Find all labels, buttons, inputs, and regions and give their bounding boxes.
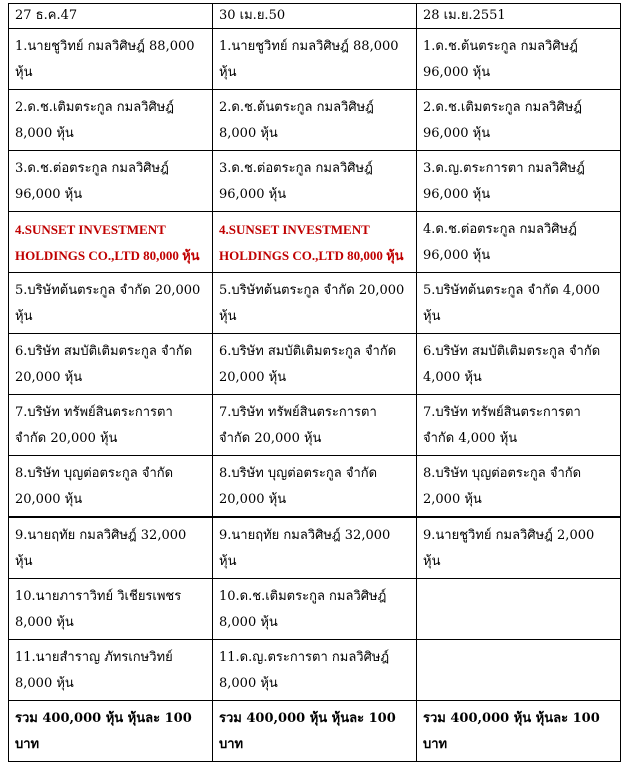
total-cell: รวม 400,000 หุ้น หุ้นละ 100 บาท — [213, 701, 417, 762]
table-row — [9, 29, 621, 90]
cell-sunset: 4.SUNSET INVESTMENT HOLDINGS CO.,LTD 80,000 หุ้น — [9, 212, 213, 273]
cell: 7.บริษัท ทรัพย์สินตระการตา จำกัด 20,000 หุ้น — [213, 395, 417, 456]
cell: 8.บริษัท บุญต่อตระกูล จำกัด 20,000 หุ้น — [213, 456, 417, 518]
cell: 6.บริษัท สมบัติเติมตระกูล จำกัด 4,000 หุ้น — [417, 334, 621, 395]
cell: 7.บริษัท ทรัพย์สินตระการตา จำกัด 4,000 หุ้น — [417, 395, 621, 456]
total-cell: รวม 400,000 หุ้น หุ้นละ 100 บาท — [417, 701, 621, 762]
cell: 11.นายสำราญ ภัทรเกษวิทย์ 8,000 หุ้น — [9, 640, 213, 701]
cell: 2.ด.ช.เติมตระกูล กมลวิศิษฎ์ 96,000 หุ้น — [417, 90, 621, 151]
cell: 2.ด.ช.ต้นตระกูล กมลวิศิษฎ์ 8,000 หุ้น — [213, 90, 417, 151]
cell-sunset: 4.SUNSET INVESTMENT HOLDINGS CO.,LTD 80,000 หุ้น — [213, 212, 417, 273]
header-date-3: 28 เม.ย.2551 — [417, 4, 621, 29]
table-row — [9, 90, 621, 151]
cell: 8.บริษัท บุญต่อตระกูล จำกัด 2,000 หุ้น — [417, 456, 621, 518]
cell: 5.บริษัทต้นตระกูล จำกัด 20,000 หุ้น — [9, 273, 213, 334]
cell: 1.นายชูวิทย์ กมลวิศิษฎ์ 88,000 หุ้น — [213, 29, 417, 90]
cell-empty — [417, 579, 621, 640]
cell: 6.บริษัท สมบัติเติมตระกูล จำกัด 20,000 หุ้น — [9, 334, 213, 395]
cell: 5.บริษัทต้นตระกูล จำกัด 20,000 หุ้น — [213, 273, 417, 334]
cell: 1.ด.ช.ต้นตระกูล กมลวิศิษฎ์ 96,000 หุ้น — [417, 29, 621, 90]
table-row — [9, 517, 621, 579]
cell: 3.ด.ช.ต่อตระกูล กมลวิศิษฎ์ 96,000 หุ้น — [213, 151, 417, 212]
cell: 5.บริษัทต้นตระกูล จำกัด 4,000 หุ้น — [417, 273, 621, 334]
cell: 3.ด.ญ.ตระการตา กมลวิศิษฎ์ 96,000 หุ้น — [417, 151, 621, 212]
table-row — [9, 640, 621, 701]
cell: 8.บริษัท บุญต่อตระกูล จำกัด 20,000 หุ้น — [9, 456, 213, 518]
table-row — [9, 456, 621, 518]
cell: 10.นายภาราวิทย์ วิเชียรเพชร 8,000 หุ้น — [9, 579, 213, 640]
table-row — [9, 579, 621, 640]
total-cell: รวม 400,000 หุ้น หุ้นละ 100 บาท — [9, 701, 213, 762]
cell: 9.นายฤทัย กมลวิศิษฎ์ 32,000 หุ้น — [213, 517, 417, 579]
cell: 2.ด.ช.เติมตระกูล กมลวิศิษฎ์ 8,000 หุ้น — [9, 90, 213, 151]
totals-row — [9, 701, 621, 762]
table-row — [9, 212, 621, 273]
table-row — [9, 395, 621, 456]
header-date-2: 30 เม.ย.50 — [213, 4, 417, 29]
table-row — [9, 273, 621, 334]
shareholder-table — [8, 3, 621, 762]
cell: 1.นายชูวิทย์ กมลวิศิษฎ์ 88,000 หุ้น — [9, 29, 213, 90]
cell: 9.นายฤทัย กมลวิศิษฎ์ 32,000 หุ้น — [9, 517, 213, 579]
table-row — [9, 334, 621, 395]
cell: 7.บริษัท ทรัพย์สินตระการตา จำกัด 20,000 หุ้น — [9, 395, 213, 456]
header-row — [9, 4, 621, 29]
cell: 10.ด.ช.เติมตระกูล กมลวิศิษฎ์ 8,000 หุ้น — [213, 579, 417, 640]
cell: 9.นายชูวิทย์ กมลวิศิษฎ์ 2,000 หุ้น — [417, 517, 621, 579]
cell: 11.ด.ญ.ตระการตา กมลวิศิษฎ์ 8,000 หุ้น — [213, 640, 417, 701]
cell-empty — [417, 640, 621, 701]
table-row — [9, 151, 621, 212]
cell: 3.ด.ช.ต่อตระกูล กมลวิศิษฎ์ 96,000 หุ้น — [9, 151, 213, 212]
header-date-1: 27 ธ.ค.47 — [9, 4, 213, 29]
cell: 4.ด.ช.ต่อตระกูล กมลวิศิษฎ์ 96,000 หุ้น — [417, 212, 621, 273]
cell: 6.บริษัท สมบัติเติมตระกูล จำกัด 20,000 หุ้น — [213, 334, 417, 395]
